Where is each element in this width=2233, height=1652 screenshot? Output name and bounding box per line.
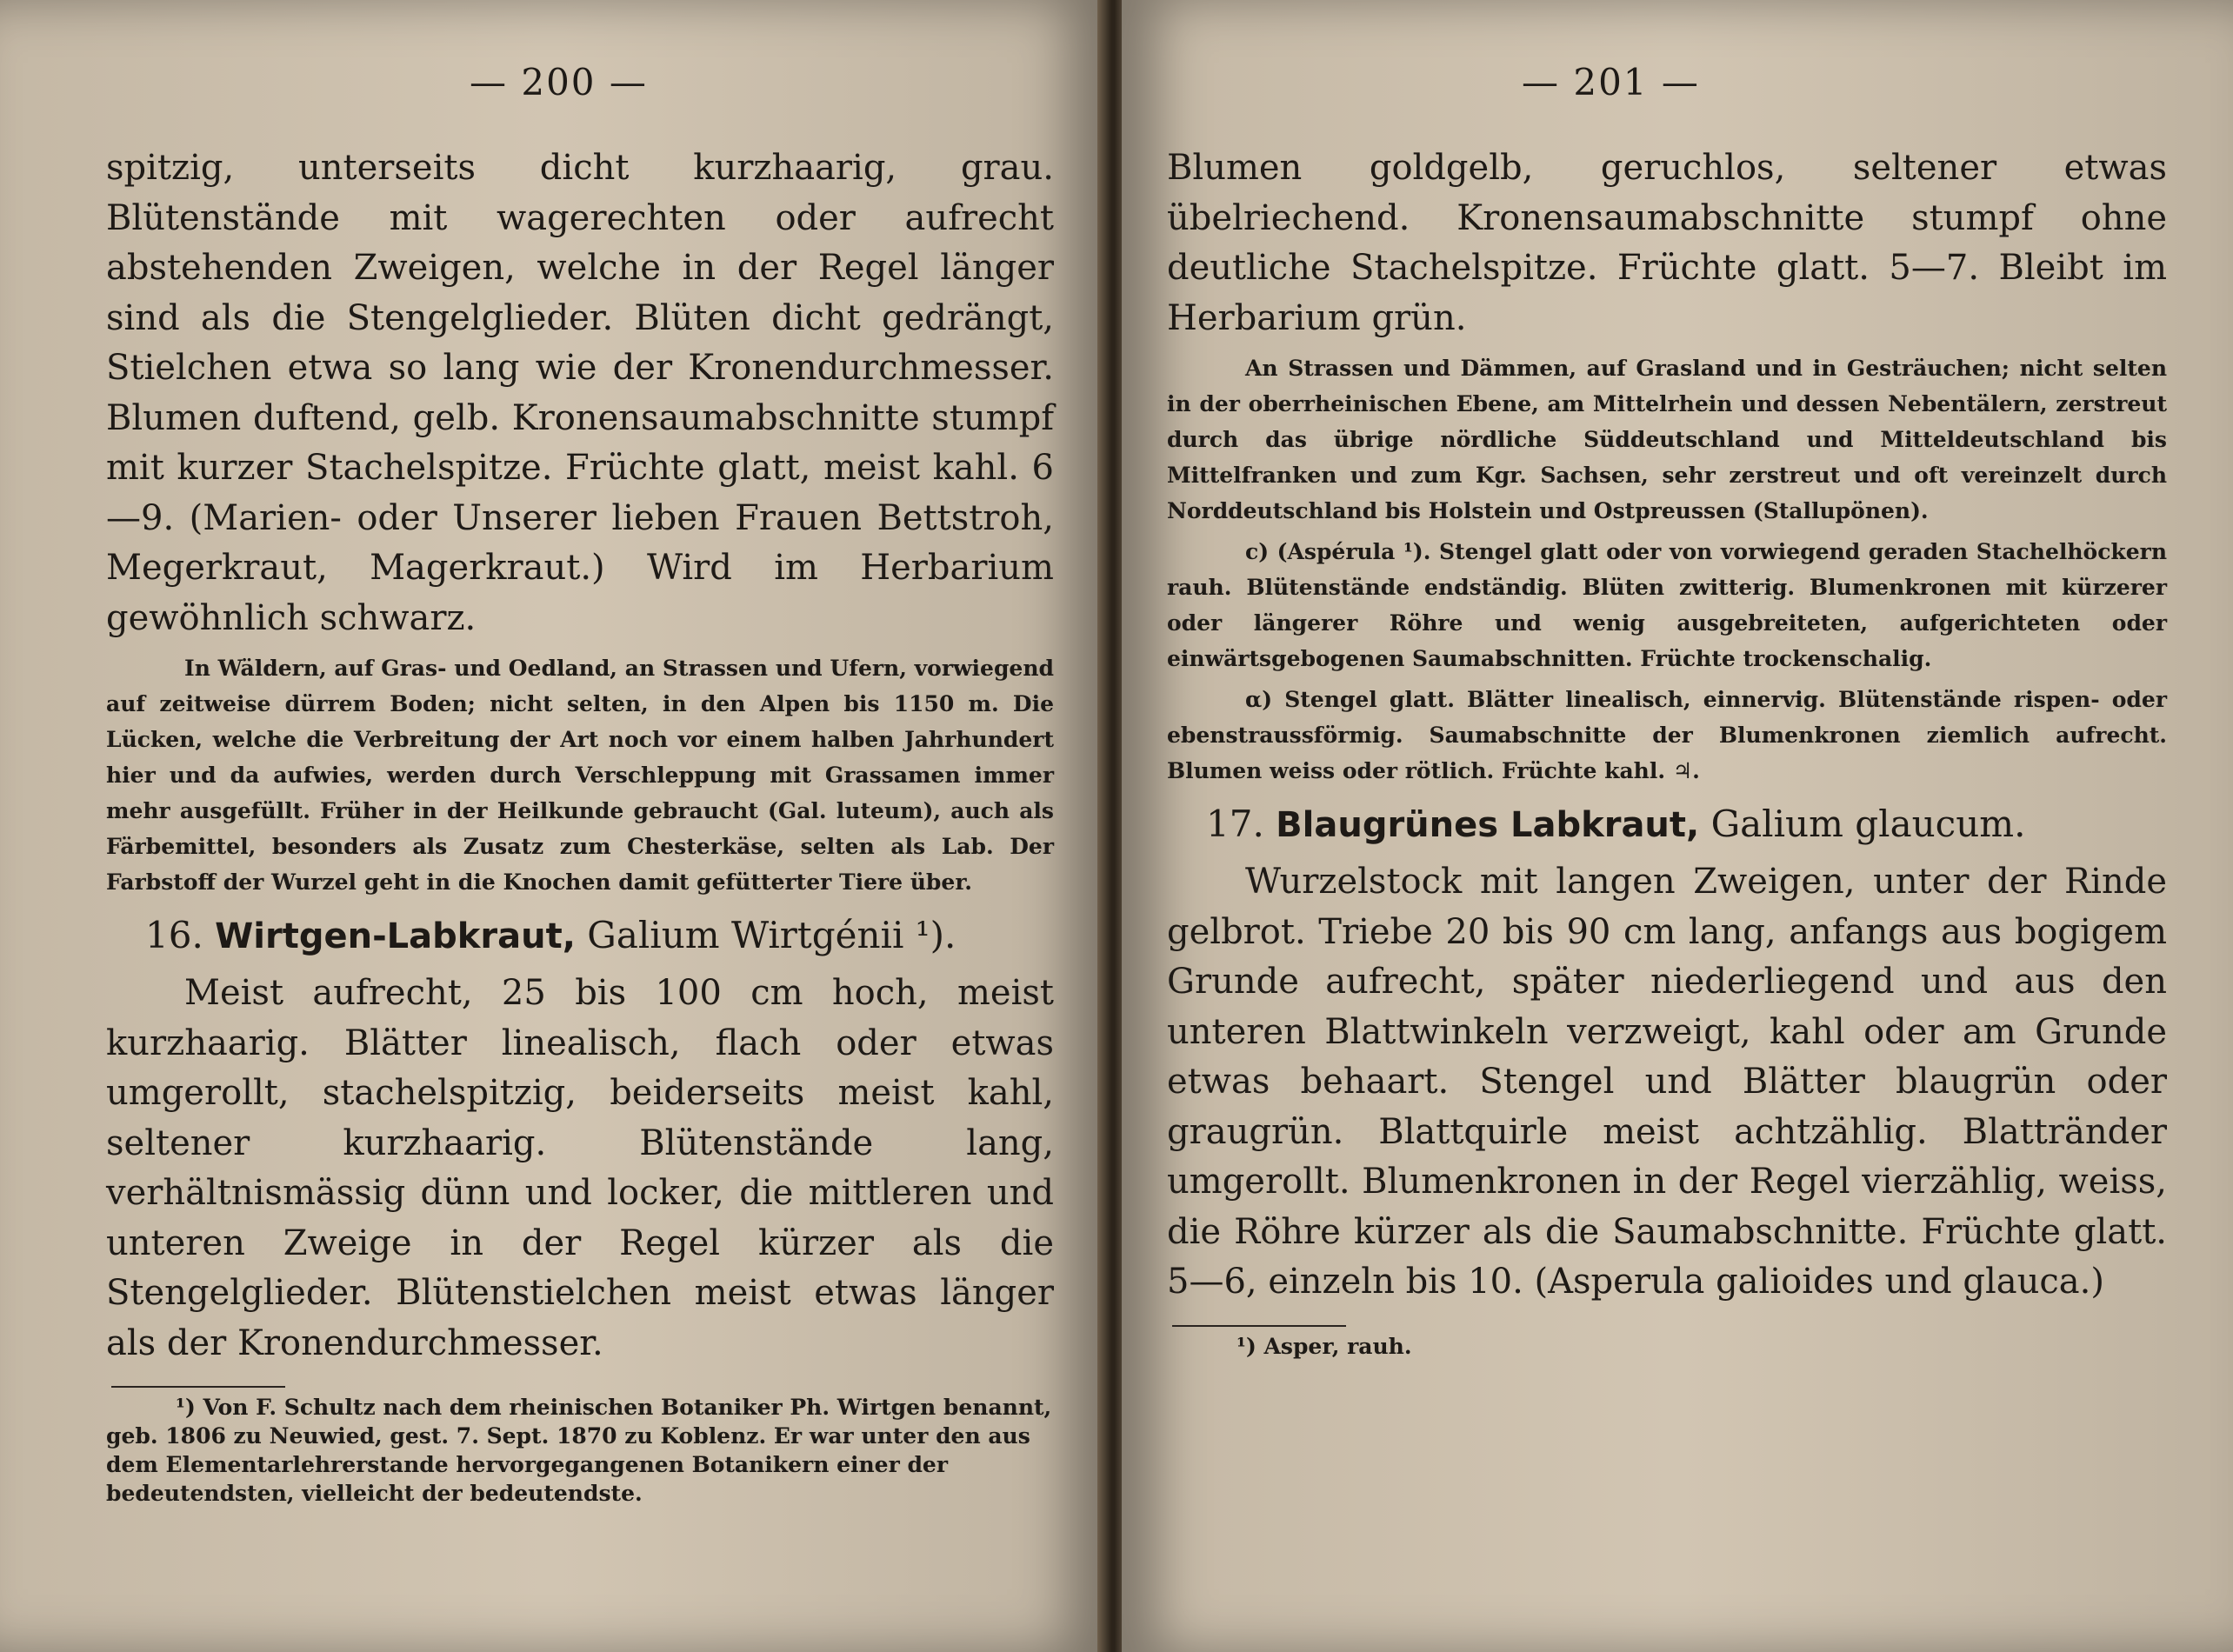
description-paragraph: spitzig, unterseits dicht kurzhaarig, grau. Blütenstände mit wagerechten oder aufrecht abstehenden Zweigen, welche in der Regel länger sind als die Stengelglieder. Blüten dicht gedrängt, Stielchen etwa so lang wie der Kronendurchmesser. Blumen duftend, gelb. Kronensaumabschnitte stumpf mit kurzer Stachelspitze. Früchte glatt, meist kahl. 6—9. (Marien- oder Unserer lieben Frauen Bettstroh, Megerkraut, Magerkraut.) Wird im Herbarium gewöhnlich schwarz. — [106, 148, 1054, 638]
page-number: — 201 — — [1522, 61, 1700, 103]
species-number: 17. — [1206, 803, 1264, 845]
habitat-paragraph: An Strassen und Dämmen, auf Grasland und in Gesträuchen; nicht selten in der oberrheinischen Ebene, am Mittelrhein und dessen Nebentälern, zerstreut durch das übrige nördliche Süddeutschland und Mitteldeutschland bis Mittelfranken und zum Kgr. Sachsen, sehr zerstreut und oft vereinzelt durch Norddeutschland bis Holstein und Ostpreussen (Stallupönen). — [1167, 356, 2167, 523]
description-paragraph: Meist aufrecht, 25 bis 100 cm hoch, meist kurzhaarig. Blätter linealisch, flach oder etwas umgerollt, stachelspitzig, beiderseits meist kahl, seltener kurzhaarig. Blütenstände lang, verhältnismässig dünn und locker, die mittleren und unteren Zweige in der Regel kürzer als die Stengelglieder. Blütenstielchen meist etwas länger als der Kronendurchmesser. — [106, 973, 1054, 1363]
species-latin-name: Galium glaucum. — [1710, 803, 2026, 845]
left-page — [0, 0, 1104, 1652]
description-paragraph: Blumen goldgelb, geruchlos, seltener etwas übelriechend. Kronensaumabschnitte stumpf ohne deutliche Stachelspitze. Früchte glatt. 5—7. Bleibt im Herbarium grün. — [1167, 148, 2167, 338]
page-number: — 200 — — [470, 61, 648, 103]
left-text-column — [106, 143, 1054, 1508]
right-text-column — [1167, 143, 2167, 1361]
species-german-name: Blaugrünes Labkraut, — [1276, 805, 1700, 845]
footnote-rule — [1172, 1325, 1346, 1327]
footnote-rule — [111, 1386, 285, 1388]
description-paragraph: Wurzelstock mit langen Zweigen, unter der Rinde gelbrot. Triebe 20 bis 90 cm lang, anfangs aus bogigem Grunde aufrecht, später niederliegend und aus den unteren Blattwinkeln verzweigt, kahl oder am Grunde etwas behaart. Stengel und Blätter blaugrün oder graugrün. Blattquirle meist achtzählig. Blattränder umgerollt. Blumenkronen in der Regel vierzählig, weiss, die Röhre kürzer als die Saumabschnitte. Früchte glatt. 5—6, einzeln bis 10. (Asperula galioides und glauca.) — [1167, 862, 2167, 1302]
species-heading-17 — [1167, 797, 2167, 852]
habitat-paragraph: In Wäldern, auf Gras- und Oedland, an Strassen und Ufern, vorwiegend auf zeitweise dürrem Boden; nicht selten, in den Alpen bis 1150 m. Die Lücken, welche die Verbreitung der Art noch vor einem halben Jahrhundert hier und da aufwies, werden durch Verschleppung mit Grassamen immer mehr ausgefüllt. Früher in der Heilkunde gebraucht (Gal. luteum), auch als Färbemittel, besonders als Zusatz zum Chesterkäse, selten als Lab. Der Farbstoff der Wurzel geht in die Knochen damit gefütterter Tiere über. — [106, 656, 1054, 895]
right-page — [1122, 0, 2233, 1652]
species-german-name: Wirtgen-Labkraut, — [215, 916, 576, 956]
footnote: ¹) Von F. Schultz nach dem rheinischen Botaniker Ph. Wirtgen benannt, geb. 1806 zu Neuwied, gest. 7. Sept. 1870 zu Koblenz. Er war unter den aus dem Elementarlehrerstande hervorgegangenen Botanikern einer der bedeutendsten, vielleicht der bedeutendste. — [106, 1395, 1052, 1506]
species-latin-name: Galium Wirtgénii ¹). — [587, 914, 957, 956]
section-paragraph: c) (Aspérula ¹). Stengel glatt oder von vorwiegend geraden Stachelhöckern rauh. Blütenstände endständig. Blüten zwitterig. Blumenkronen mit kürzerer oder längerer Röhre und wenig ausgebreiteten, aufgerichteten oder einwärtsgebogenen Saumabschnitten. Früchte trockenschalig. — [1167, 539, 2167, 671]
species-heading-16 — [106, 909, 1054, 963]
subsection-paragraph: α) Stengel glatt. Blätter linealisch, einnervig. Blütenstände rispen- oder ebenstraussförmig. Saumabschnitte der Blumenkronen ziemlich aufrecht. Blumen weiss oder rötlich. Früchte kahl. ♃. — [1167, 687, 2167, 783]
species-number: 16. — [145, 914, 203, 956]
footnote: ¹) Asper, rauh. — [1236, 1333, 1412, 1359]
